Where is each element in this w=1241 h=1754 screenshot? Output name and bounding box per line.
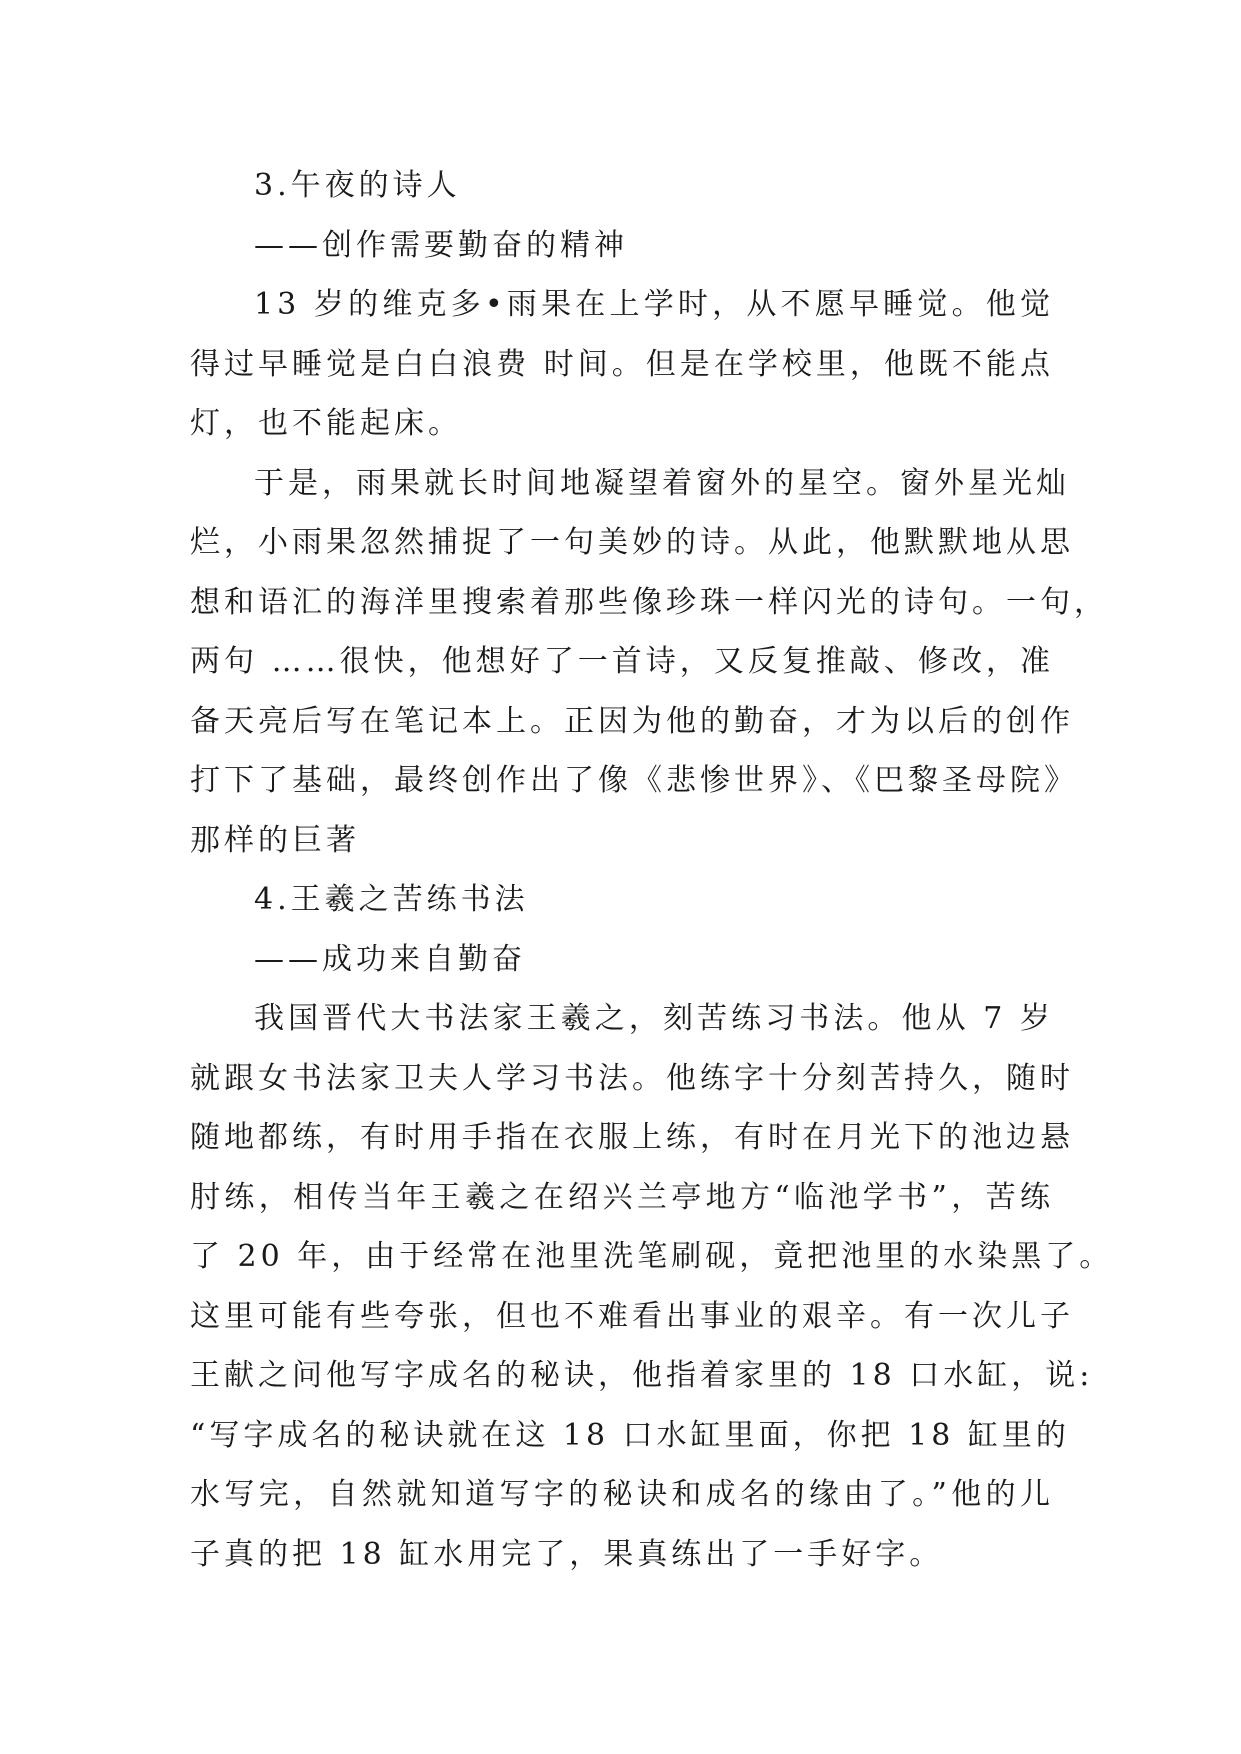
text-line: 就跟女书法家卫夫人学习书法。他练字十分刻苦持久，随时	[190, 1060, 1074, 1096]
text-line: 灯，也不能起床。	[190, 406, 462, 441]
section-4-title: 4.王羲之苦练书法	[254, 882, 529, 917]
text-line: 备天亮后写在笔记本上。正因为他的勤奋，才为以后的创作	[190, 703, 1074, 739]
text-line: 那样的巨著	[190, 822, 360, 858]
text-line: 子真的把 18 缸水用完了，果真练出了一手好字。	[190, 1536, 944, 1572]
text-line: 两句 ……很快，他想好了一首诗，又反复推敲、修改，准	[190, 644, 1054, 679]
text-line: 水写完，自然就知道写字的秘诀和成名的缘由了。”他的儿	[190, 1477, 1054, 1512]
text-line: 想和语汇的海洋里搜索着那些像珍珠一样闪光的诗句。一句，	[190, 584, 1108, 620]
text-line: 了 20 年，由于经常在池里洗笔刷砚，竟把池里的水染黑了。	[190, 1239, 1114, 1274]
text-line: 打下了基础，最终创作出了像《悲惨世界》、《巴黎圣母院》	[190, 763, 1078, 798]
text-line: 得过早睡觉是白白浪费 时间。但是在学校里，他既不能点	[190, 346, 1054, 382]
text-line: 于是，雨果就长时间地凝望着窗外的星空。窗外星光灿	[254, 465, 1070, 501]
text-line: 我国晋代大书法家王羲之，刻苦练习书法。他从 7 岁	[254, 1001, 1054, 1036]
text-line: 肘练，相传当年王羲之在绍兴兰亭地方“临池学书”，苦练	[190, 1179, 1054, 1215]
text-line: 烂，小雨果忽然捕捉了一句美妙的诗。从此，他默默地从思	[190, 525, 1074, 560]
section-3-title: 3.午夜的诗人	[254, 168, 461, 203]
section-3-subtitle: ——创作需要勤奋的精神	[254, 227, 628, 263]
section-3-paragraph-1	[190, 275, 1054, 454]
text-line: “写字成名的秘诀就在这 18 口水缸里面，你把 18 缸里的	[190, 1417, 1070, 1453]
document-body	[190, 156, 1114, 1584]
text-line: 王献之问他写字成名的秘诀，他指着家里的 18 口水缸，说:	[190, 1358, 1094, 1393]
section-3-paragraph-2	[190, 454, 1108, 871]
text-line: 13 岁的维克多•雨果在上学时，从不愿早睡觉。他觉	[254, 287, 1054, 322]
text-line: 随地都练，有时用手指在衣服上练，有时在月光下的池边悬	[190, 1120, 1074, 1155]
section-4-paragraph-1	[190, 989, 1114, 1584]
text-line: 这里可能有些夸张，但也不难看出事业的艰辛。有一次儿子	[190, 1298, 1074, 1334]
section-4-subtitle: ——成功来自勤奋	[254, 941, 526, 977]
